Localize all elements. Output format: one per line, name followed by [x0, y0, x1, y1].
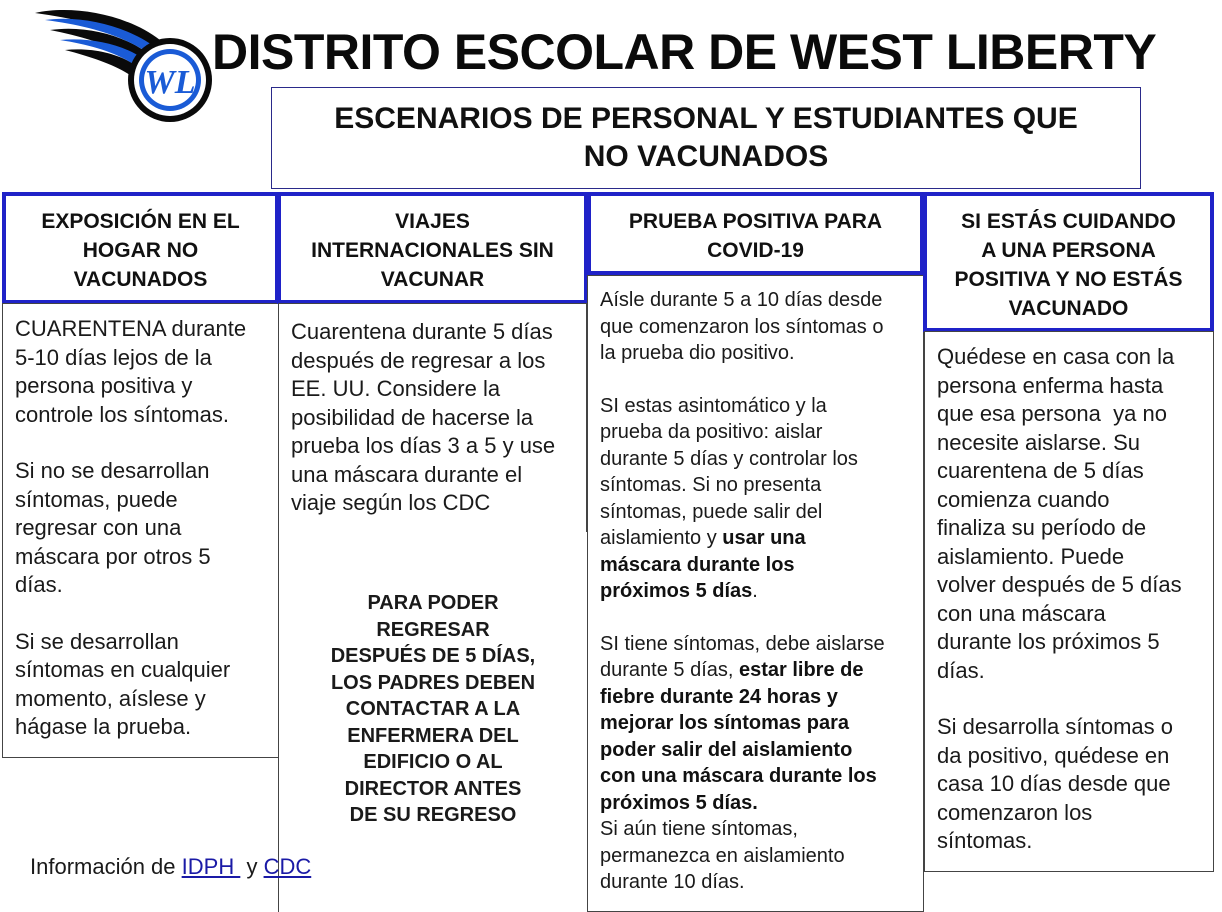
text-line: controle los síntomas.	[15, 401, 229, 427]
text-line: con una máscara	[937, 600, 1106, 626]
text-line	[600, 578, 913, 605]
text-run: aislamiento y	[600, 527, 723, 549]
text-line: persona enferma hasta	[937, 372, 1164, 398]
text-line: casa 10 días desde que	[937, 771, 1171, 796]
column-body-international-travel	[278, 303, 587, 533]
text-line: viaje según los CDC	[291, 490, 491, 515]
text-line: síntomas, puede salir del	[600, 500, 823, 523]
footer-prefix: Información de	[30, 854, 182, 879]
text-line: regresar con una	[15, 515, 182, 540]
subtitle-line: NO VACUNADOS	[583, 140, 829, 173]
text-line: aislamiento. Puede	[937, 543, 1125, 569]
notice-line: DESPUÉS DE 5 DÍAS,	[330, 645, 536, 667]
text-line: prueba da positivo: aislar	[600, 421, 823, 443]
heading-line: VACUNADOS	[73, 268, 208, 291]
text-line: síntomas, puede	[15, 486, 178, 512]
notice-line: REGRESAR	[376, 618, 490, 641]
source-footer	[30, 852, 430, 882]
text-line: necesite aislarse. Su	[937, 429, 1140, 455]
bold-run: próximos 5 días	[600, 580, 753, 602]
heading-line: PRUEBA POSITIVA PARA	[628, 210, 883, 233]
notice-line: CONTACTAR A LA	[345, 698, 521, 720]
text-line: durante 10 días.	[600, 871, 745, 893]
heading-line: SI ESTÁS CUIDANDO	[961, 210, 1176, 233]
text-line: cuarentena de 5 días	[937, 458, 1144, 483]
text-line: hágase la prueba.	[15, 714, 192, 739]
bold-run: con una máscara durante los	[600, 765, 877, 787]
heading-line: HOGAR NO	[82, 239, 199, 262]
text-line: síntomas en cualquier	[15, 657, 231, 682]
idph-link[interactable]: IDPH	[181, 854, 241, 879]
heading-line: POSITIVA Y NO ESTÁS	[954, 268, 1183, 291]
column-body-caregiver	[924, 331, 1214, 872]
text-run: .	[752, 580, 758, 602]
text-line: SI estas asintomático y la	[600, 394, 827, 417]
text-line: EE. UU. Considere la	[291, 376, 501, 401]
text-line: días.	[15, 572, 63, 597]
district-logo	[30, 5, 215, 135]
page-title: DISTRITO ESCOLAR DE WEST LIBERTY	[212, 24, 1157, 80]
bold-run: mejorar los síntomas para	[600, 712, 849, 734]
heading-line: COVID-19	[707, 239, 804, 262]
text-line: durante 5 días y controlar los	[600, 447, 858, 470]
text-line: síntomas. Si no presenta	[600, 474, 822, 496]
text-line	[600, 525, 913, 552]
text-line: una máscara durante el	[291, 461, 523, 487]
bold-run: próximos 5 días.	[600, 791, 758, 814]
text-line: permanezca en aislamiento	[600, 844, 845, 867]
heading-line: VACUNADO	[1008, 297, 1129, 320]
heading-line: EXPOSICIÓN EN EL	[41, 210, 240, 233]
text-line	[600, 710, 913, 737]
heading-line: A UNA PERSONA	[981, 239, 1156, 262]
text-line	[600, 657, 913, 684]
text-line: Aísle durante 5 a 10 días desde	[600, 289, 883, 311]
text-line: persona positiva y	[15, 373, 193, 398]
text-line	[600, 684, 913, 711]
text-line: 5-10 días lejos de la	[15, 344, 212, 370]
text-line: Si no se desarrollan	[15, 458, 210, 483]
text-line: da positivo, quédese en	[937, 742, 1170, 768]
text-line: que esa persona ya no	[937, 401, 1167, 426]
subtitle-line: ESCENARIOS DE PERSONAL Y ESTUDIANTES QUE	[334, 102, 1078, 135]
text-run: durante 5 días,	[600, 659, 739, 681]
text-line	[600, 737, 913, 764]
text-line	[600, 552, 913, 579]
text-line: Si desarrolla síntomas o	[937, 714, 1173, 739]
column-heading-household-exposure	[2, 192, 279, 304]
heading-line: VIAJES	[395, 210, 470, 233]
text-line: comienza cuando	[937, 486, 1110, 512]
column-heading-caregiver	[923, 192, 1214, 332]
text-line: comenzaron los	[937, 799, 1093, 825]
heading-line: INTERNACIONALES SIN	[311, 239, 554, 262]
text-line: días.	[937, 657, 985, 683]
text-line	[600, 763, 913, 790]
text-line: prueba los días 3 a 5 y use	[291, 433, 556, 458]
notice-line: ENFERMERA DEL	[347, 724, 519, 747]
text-line: la prueba dio positivo.	[600, 342, 795, 364]
footer-joiner: y	[240, 854, 264, 879]
column-heading-international-travel	[277, 192, 588, 304]
notice-line: DIRECTOR ANTES	[344, 777, 522, 800]
svg-text:WL: WL	[144, 64, 196, 101]
text-line: síntomas.	[937, 828, 1033, 853]
text-line: momento, aíslese y	[15, 685, 206, 711]
column-body-household-exposure	[2, 303, 279, 758]
text-line: volver después de 5 días	[937, 572, 1182, 597]
text-line: CUARENTENA durante	[15, 316, 247, 341]
subtitle-box	[271, 87, 1141, 189]
text-line: durante los próximos 5	[937, 629, 1160, 654]
notice-line: LOS PADRES DEBEN	[330, 671, 536, 694]
column-body-positive-test	[587, 275, 924, 912]
cdc-link[interactable]: CDC	[263, 854, 312, 879]
text-line: máscara por otros 5	[15, 543, 211, 569]
bold-run: máscara durante los	[600, 553, 795, 576]
notice-line: EDIFICIO O AL	[363, 751, 503, 773]
text-line: que comenzaron los síntomas o	[600, 315, 884, 338]
text-line: después de regresar a los	[291, 347, 546, 373]
notice-line: PARA PODER	[367, 592, 499, 614]
text-line	[600, 790, 913, 817]
text-line: SI tiene síntomas, debe aislarse	[600, 632, 885, 655]
text-line: Cuarentena durante 5 días	[291, 319, 553, 344]
heading-line: VACUNAR	[380, 268, 485, 291]
bold-run: estar libre de	[738, 659, 864, 681]
logo-flame-icon	[30, 5, 215, 135]
text-line: Si se desarrollan	[15, 628, 179, 654]
notice-line: DE SU REGRESO	[349, 804, 517, 826]
text-line: posibilidad de hacerse la	[291, 404, 534, 430]
text-line: finaliza su período de	[937, 515, 1147, 540]
text-line: Quédese en casa con la	[937, 344, 1175, 369]
bold-run: poder salir del aislamiento	[600, 738, 853, 761]
bold-run: fiebre durante 24 horas y	[600, 685, 838, 708]
text-line: Si aún tiene síntomas,	[600, 818, 798, 840]
bold-run: usar una	[722, 527, 806, 549]
column-heading-positive-test	[587, 192, 924, 275]
